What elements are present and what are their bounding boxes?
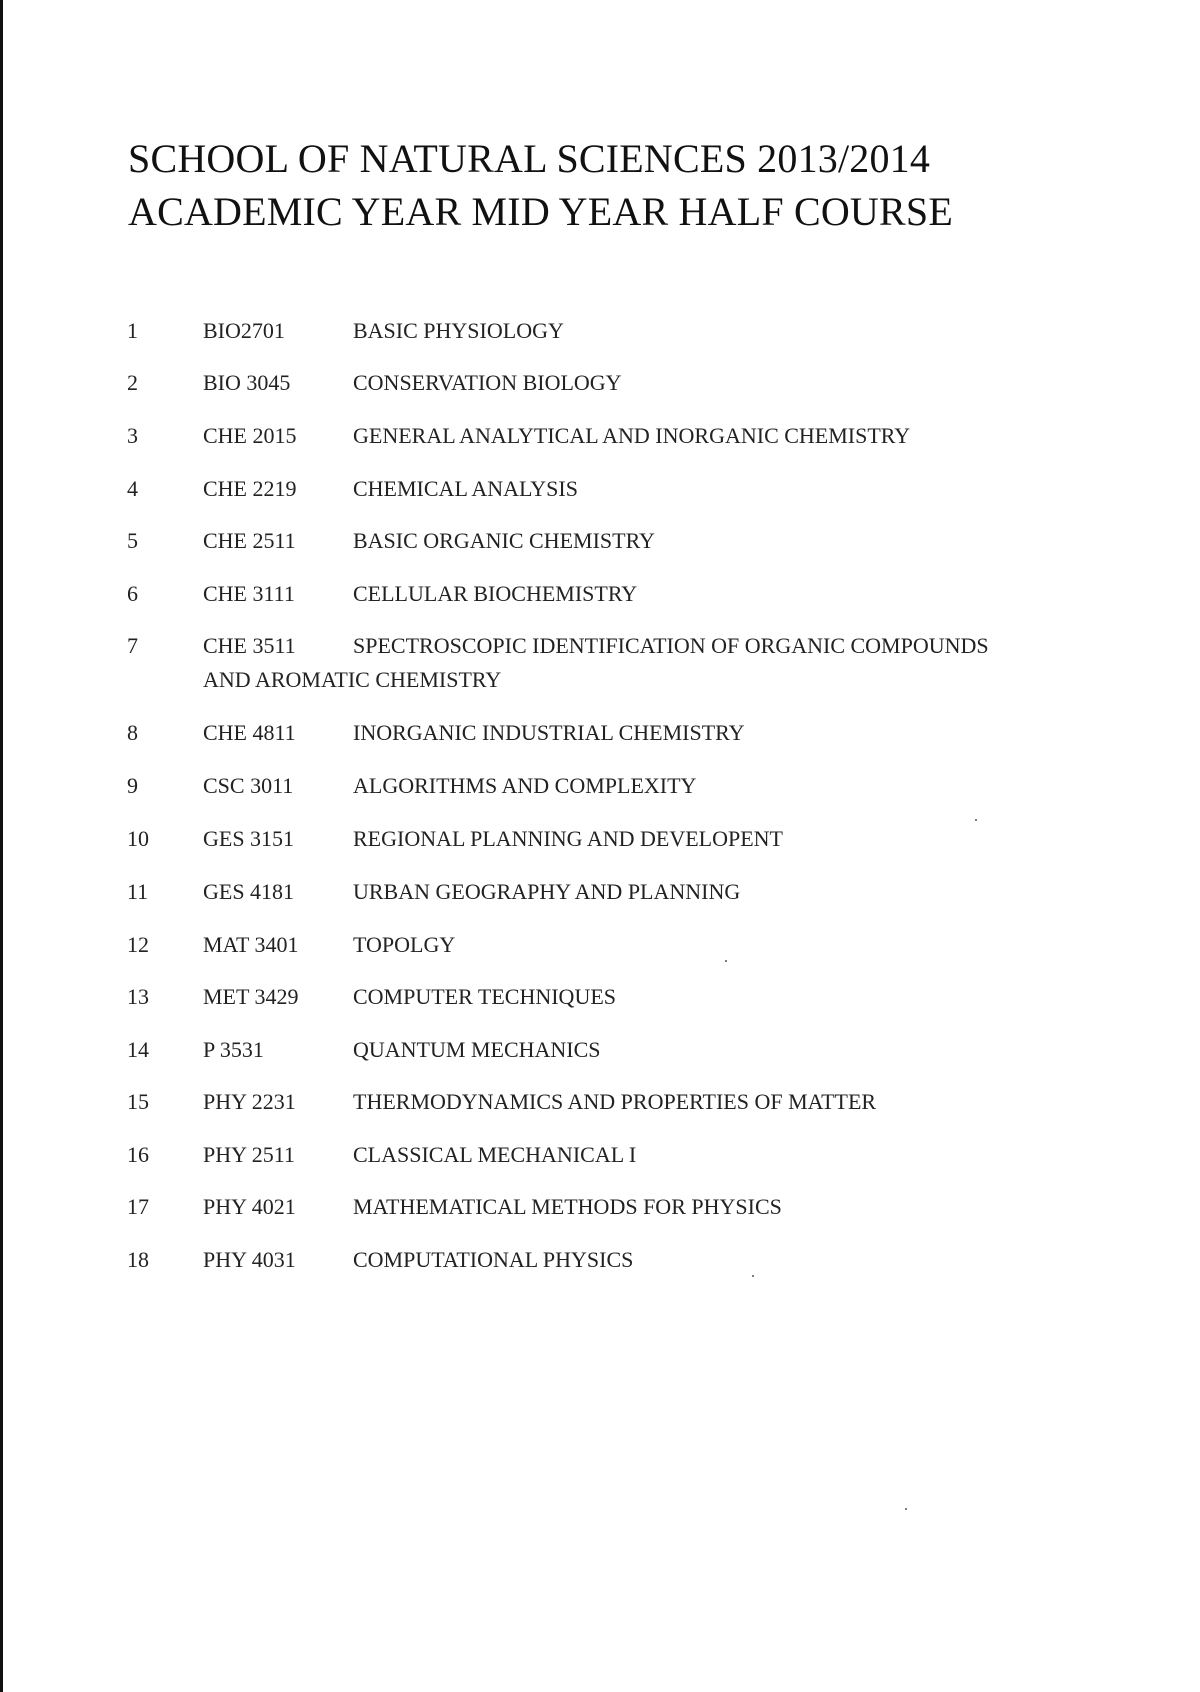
course-number: 11 (127, 879, 149, 904)
title-line-2: ACADEMIC YEAR MID YEAR HALF COURSE (128, 189, 953, 234)
course-code: P 3531 (203, 1037, 264, 1062)
course-row (0, 1087, 1200, 1117)
course-code: GES 3151 (203, 826, 295, 851)
course-row (0, 718, 1200, 748)
course-number: 7 (127, 633, 138, 658)
course-number: 14 (127, 1037, 149, 1062)
course-name: TOPOLGY (353, 932, 456, 957)
course-row (0, 474, 1200, 504)
course-row (0, 421, 1200, 451)
course-row (0, 1245, 1200, 1275)
course-code: BIO 3045 (203, 370, 291, 395)
course-code: MAT 3401 (203, 932, 299, 957)
course-name: GENERAL ANALYTICAL AND INORGANIC CHEMISTRY (353, 423, 911, 448)
course-number: 3 (127, 423, 138, 448)
scan-speck (725, 960, 727, 962)
course-name: THERMODYNAMICS AND PROPERTIES OF MATTER (353, 1089, 877, 1114)
course-row (0, 368, 1200, 398)
course-code: PHY 2511 (203, 1142, 295, 1167)
course-code: BIO2701 (203, 318, 285, 343)
course-code: CHE 2511 (203, 528, 296, 553)
course-number: 4 (127, 476, 138, 501)
course-number: 2 (127, 370, 138, 395)
course-name: BASIC ORGANIC CHEMISTRY (353, 528, 655, 553)
course-name: INORGANIC INDUSTRIAL CHEMISTRY (353, 720, 745, 745)
course-name: CLASSICAL MECHANICAL I (353, 1142, 637, 1167)
course-number: 15 (127, 1089, 149, 1114)
course-name-continuation: AND AROMATIC CHEMISTRY (203, 667, 502, 692)
course-row (0, 316, 1200, 346)
scan-speck (975, 819, 977, 821)
course-name: COMPUTATIONAL PHYSICS (353, 1247, 634, 1272)
course-number: 18 (127, 1247, 149, 1272)
course-code: PHY 4031 (203, 1247, 296, 1272)
course-row (0, 526, 1200, 556)
scan-speck (905, 1508, 907, 1510)
course-row (0, 930, 1200, 960)
course-code: GES 4181 (203, 879, 295, 904)
course-name: SPECTROSCOPIC IDENTIFICATION OF ORGANIC COMPOUNDS (353, 633, 989, 658)
course-row (0, 1192, 1200, 1222)
title-line-1: SCHOOL OF NATURAL SCIENCES 2013/2014 (128, 136, 931, 181)
course-name: COMPUTER TECHNIQUES (353, 984, 617, 1009)
course-code: CHE 3111 (203, 581, 295, 606)
course-name: URBAN GEOGRAPHY AND PLANNING (353, 879, 741, 904)
course-row (0, 579, 1200, 609)
course-row (0, 631, 1200, 661)
scan-speck (752, 1275, 754, 1277)
course-number: 1 (127, 318, 138, 343)
course-code: CHE 2015 (203, 423, 297, 448)
course-name: CELLULAR BIOCHEMISTRY (353, 581, 638, 606)
course-number: 13 (127, 984, 149, 1009)
course-row (0, 1035, 1200, 1065)
course-name: BASIC PHYSIOLOGY (353, 318, 564, 343)
course-number: 16 (127, 1142, 149, 1167)
course-code: PHY 4021 (203, 1194, 296, 1219)
course-code: CSC 3011 (203, 773, 294, 798)
course-code: CHE 4811 (203, 720, 296, 745)
course-number: 10 (127, 826, 149, 851)
course-number: 9 (127, 773, 138, 798)
course-code: MET 3429 (203, 984, 299, 1009)
course-row (0, 1140, 1200, 1170)
course-row (0, 771, 1200, 801)
course-number: 6 (127, 581, 138, 606)
course-name: QUANTUM MECHANICS (353, 1037, 601, 1062)
course-name: MATHEMATICAL METHODS FOR PHYSICS (353, 1194, 782, 1219)
course-name: CHEMICAL ANALYSIS (353, 476, 578, 501)
course-number: 8 (127, 720, 138, 745)
course-code: CHE 2219 (203, 476, 297, 501)
course-code: PHY 2231 (203, 1089, 296, 1114)
course-row (0, 877, 1200, 907)
course-number: 17 (127, 1194, 149, 1219)
course-code: CHE 3511 (203, 633, 296, 658)
course-name: ALGORITHMS AND COMPLEXITY (353, 773, 697, 798)
course-row (0, 982, 1200, 1012)
course-name: REGIONAL PLANNING AND DEVELOPENT (353, 826, 783, 851)
course-name: CONSERVATION BIOLOGY (353, 370, 622, 395)
course-number: 5 (127, 528, 138, 553)
course-row (0, 824, 1200, 854)
course-number: 12 (127, 932, 149, 957)
